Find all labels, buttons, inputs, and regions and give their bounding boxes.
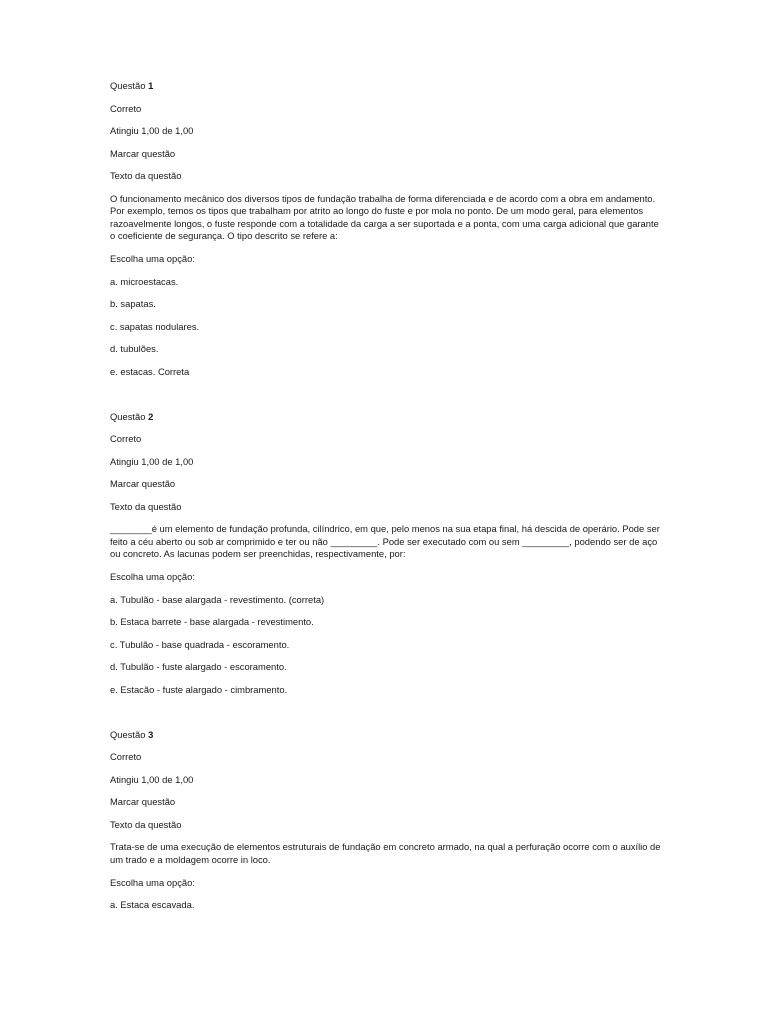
answer-option-b[interactable]: b. sapatas. [110, 298, 156, 309]
answer-option-c[interactable]: c. sapatas nodulares. [110, 320, 200, 332]
question-heading [110, 729, 662, 741]
question-status: Correto [110, 433, 142, 444]
answer-option-a[interactable]: a. microestacas. [110, 275, 179, 287]
answer-option-c[interactable]: c. Tubulão - base quadrada - escoramento. [110, 638, 290, 650]
flag-question[interactable]: Marcar questão [110, 796, 176, 807]
question-number: 3 [148, 728, 154, 740]
question-heading [110, 411, 662, 423]
answer-option-d[interactable]: d. Tubulão - fuste alargado - escoramento. [110, 661, 287, 672]
document-page [110, 80, 662, 911]
flag-question[interactable]: Marcar questão [110, 478, 176, 489]
answer-option-e[interactable]: e. Estacão - fuste alargado - cimbramento. [110, 683, 288, 695]
flag-question[interactable]: Marcar questão [110, 147, 176, 159]
question-text-label: Texto da questão [110, 818, 182, 830]
question-text: ________é um elemento de fundação profunda, cilíndrico, em que, pelo menos na sua etapa final, há descida de operário. Pode ser feito a céu aberto ou sob ar comprimido e ter ou não _________. Pode ser executado com ou sem _________, podendo ser de aço ou concreto. As lacunas podem ser preenchidas, respectivamente, por: [110, 523, 660, 559]
question-text-label: Texto da questão [110, 170, 182, 181]
question-status: Correto [110, 102, 142, 114]
answer-option-a[interactable]: a. Estaca escavada. [110, 899, 195, 910]
choose-option-prompt: Escolha uma opção: [110, 571, 195, 582]
question-number: 1 [148, 80, 154, 91]
question-label: Questão [110, 80, 146, 91]
question-text: O funcionamento mecânico dos diversos tipos de fundação trabalha de forma diferenciada e de acordo com a obra em andamento. Por exemplo, temos os tipos que trabalham por atrito ao longo do fuste e por mola no ponto. De um modo geral, para elementos razoavelmente longos, o fuste responde com a totalidade da carga a ser suportada e a ponta, com uma carga adicional que garante o coeficiente de segurança. O tipo descrito se refere a: [110, 192, 659, 241]
question-heading [110, 80, 662, 92]
answer-option-d[interactable]: d. tubulões. [110, 343, 159, 354]
question-score: Atingiu 1,00 de 1,00 [110, 125, 194, 136]
question-text: Trata-se de uma execução de elementos estruturais de fundação em concreto armado, na qual a perfuração ocorre com o auxílio de um trado e a moldagem ocorre in loco. [110, 841, 661, 865]
question-2 [110, 411, 662, 696]
answer-option-e[interactable]: e. estacas. Correta [110, 365, 190, 377]
question-status: Correto [110, 751, 142, 762]
question-text-label: Texto da questão [110, 500, 182, 512]
choose-option-prompt: Escolha uma opção: [110, 876, 195, 888]
question-label: Questão [110, 410, 146, 422]
question-score: Atingiu 1,00 de 1,00 [110, 773, 194, 785]
question-3 [110, 729, 662, 912]
question-number: 2 [148, 410, 154, 422]
question-score: Atingiu 1,00 de 1,00 [110, 455, 194, 467]
question-1 [110, 80, 662, 378]
question-label: Questão [110, 728, 146, 740]
answer-option-a[interactable]: a. Tubulão - base alargada - revestimento. (correta) [110, 593, 325, 605]
choose-option-prompt: Escolha uma opção: [110, 253, 195, 264]
answer-option-b[interactable]: b. Estaca barrete - base alargada - revestimento. [110, 616, 314, 627]
